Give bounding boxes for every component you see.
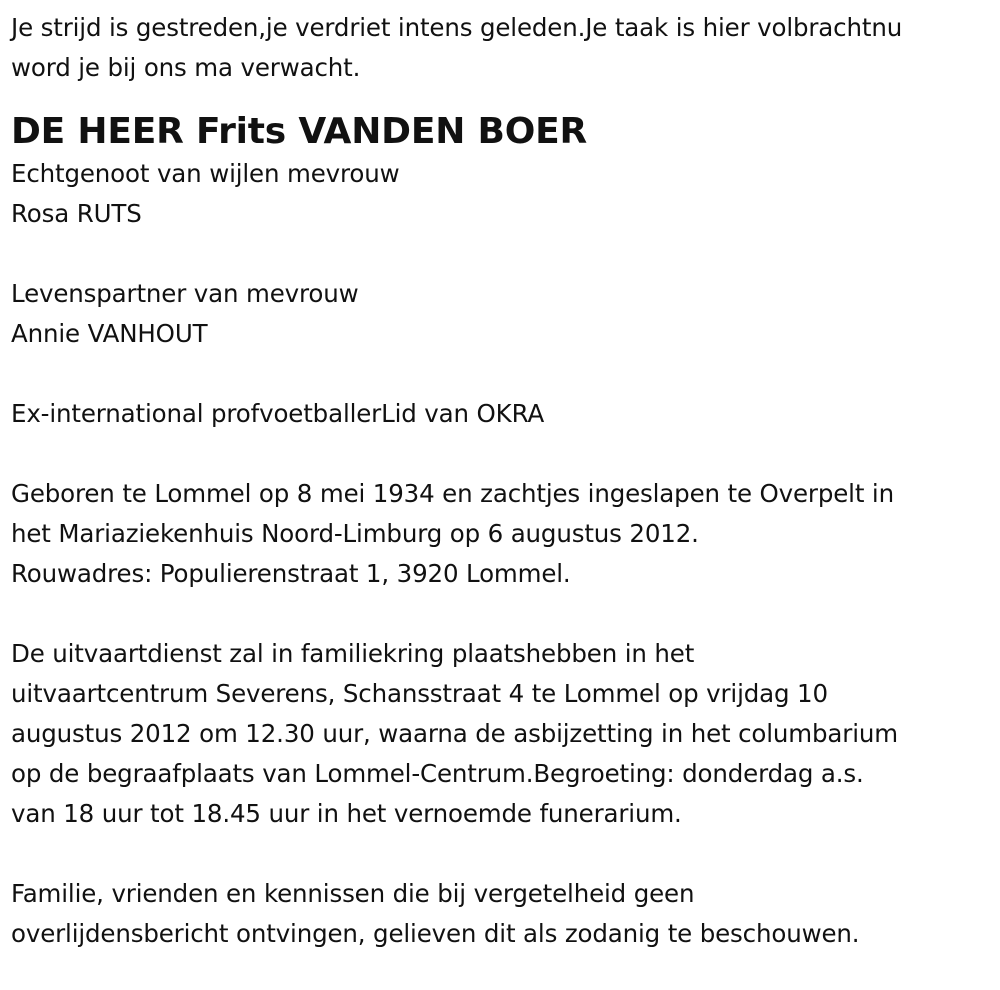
funeral-line: augustus 2012 om 12.30 uur, waarna de asbijzetting in het columbarium xyxy=(11,719,898,748)
funeral-line: van 18 uur tot 18.45 uur in het vernoemde funerarium. xyxy=(11,799,682,828)
spouse-label: Echtgenoot van wijlen mevrouw xyxy=(11,159,400,188)
closing-line: Familie, vrienden en kennissen die bij vergetelheid geen xyxy=(11,879,695,908)
spouse-name: Rosa RUTS xyxy=(11,199,142,228)
partner-name: Annie VANHOUT xyxy=(11,319,208,348)
birth-death-line: Geboren te Lommel op 8 mei 1934 en zachtjes ingeslapen te Overpelt in xyxy=(11,479,894,508)
funeral-line: uitvaartcentrum Severens, Schansstraat 4 te Lommel op vrijdag 10 xyxy=(11,679,828,708)
quote-line: word je bij ons ma verwacht. xyxy=(11,53,361,82)
birth-death-section xyxy=(11,474,988,594)
partner-label: Levenspartner van mevrouw xyxy=(11,279,359,308)
funeral-line: De uitvaartdienst zal in familiekring plaatshebben in het xyxy=(11,639,695,668)
closing-section xyxy=(11,874,988,954)
funeral-section xyxy=(11,634,988,834)
mourning-address: Rouwadres: Populierenstraat 1, 3920 Lommel. xyxy=(11,559,571,588)
deceased-name: DE HEER Frits VANDEN BOER xyxy=(11,111,588,152)
birth-death-line: het Mariaziekenhuis Noord-Limburg op 6 augustus 2012. xyxy=(11,519,699,548)
closing-line: overlijdensbericht ontvingen, gelieven dit als zodanig te beschouwen. xyxy=(11,919,860,948)
partner-section xyxy=(11,274,988,354)
roles-text: Ex-international profvoetballerLid van OKRA xyxy=(11,399,545,428)
quote-line: Je strijd is gestreden,je verdriet intens geleden.Je taak is hier volbrachtnu xyxy=(11,13,903,42)
funeral-line: op de begraafplaats van Lommel-Centrum.Begroeting: donderdag a.s. xyxy=(11,759,864,788)
spouse-section xyxy=(11,154,988,234)
memorial-quote xyxy=(11,8,988,88)
roles-section xyxy=(11,394,988,434)
